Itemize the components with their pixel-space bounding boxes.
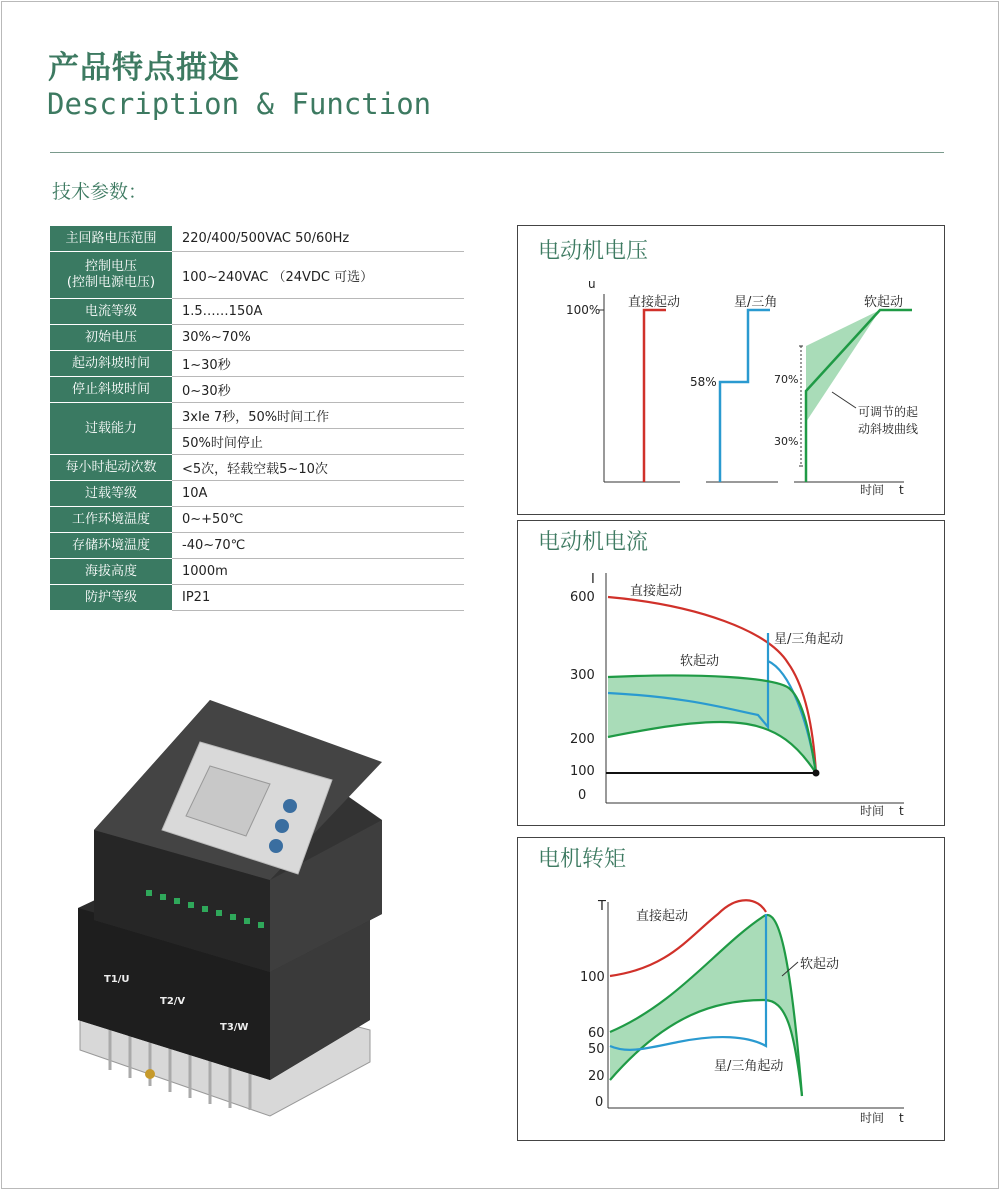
spec-key: 每小时起动次数: [50, 455, 172, 481]
label-soft: 软起动: [680, 654, 720, 669]
spec-value: 100~240VAC （24VDC 可选）: [172, 252, 464, 299]
soft-starter-photo: [70, 690, 410, 1134]
spec-value: 0~30秒: [172, 377, 464, 403]
spec-key: 工作环境温度: [50, 507, 172, 533]
tick-20: 20: [588, 1069, 605, 1084]
tick-70: 70%: [774, 373, 799, 386]
tick-30: 30%: [774, 435, 799, 448]
tick-100: 100: [570, 764, 595, 779]
current-chart-title: 电动机电流: [538, 530, 649, 555]
annotation-leader: [832, 392, 856, 408]
spec-key: 控制电压 (控制电源电压): [50, 252, 172, 299]
voltage-chart-title: 电动机电压: [538, 239, 649, 264]
label-star-delta: 星/三角起动: [714, 1059, 784, 1074]
x-axis-unit: t: [899, 804, 904, 818]
spec-value: 10A: [172, 481, 464, 507]
page-subtitle: Description & Function: [47, 87, 432, 121]
spec-value: 50%时间停止: [172, 429, 464, 455]
spec-table: [50, 226, 464, 611]
spec-value: 1000m: [172, 559, 464, 585]
label-star-delta: 星/三角起动: [774, 632, 844, 647]
y-axis-label: u: [588, 277, 596, 291]
x-axis-unit: t: [899, 1111, 904, 1125]
spec-key: 初始电压: [50, 325, 172, 351]
spec-row: [50, 325, 464, 351]
spec-value: -40~70℃: [172, 533, 464, 559]
current-chart-panel: [517, 520, 945, 826]
spec-key: 过载等级: [50, 481, 172, 507]
spec-value: 1.5……150A: [172, 299, 464, 325]
tick-0: 0: [578, 788, 587, 803]
spec-row: [50, 403, 464, 429]
end-point: [813, 770, 820, 777]
spec-row: [50, 585, 464, 611]
x-axis-label: 时间: [860, 483, 885, 497]
x-axis-unit: t: [899, 483, 904, 497]
spec-value: 1~30秒: [172, 351, 464, 377]
spec-value: IP21: [172, 585, 464, 611]
direct-start-voltage-line: [644, 310, 666, 482]
divider: [50, 152, 944, 153]
spec-row: [50, 559, 464, 585]
tick-600: 600: [570, 590, 595, 605]
tick-100: 100: [580, 970, 605, 985]
terminal-t2: T2/V: [160, 996, 186, 1007]
soft-start-current-band: [608, 676, 816, 774]
label-soft: 软起动: [864, 295, 904, 310]
spec-key: 电流等级: [50, 299, 172, 325]
y-axis-label: T: [598, 899, 606, 914]
torque-chart: [518, 838, 944, 1140]
current-chart: [518, 521, 944, 825]
spec-value: 0~+50℃: [172, 507, 464, 533]
tick-60: 60: [588, 1026, 605, 1041]
tick-200: 200: [570, 732, 595, 747]
tick-58: 58%: [690, 375, 717, 389]
star-delta-voltage-line: [720, 310, 770, 482]
spec-value: 30%~70%: [172, 325, 464, 351]
label-adjustable-2: 动斜坡曲线: [858, 422, 919, 436]
label-direct: 直接起动: [636, 909, 689, 924]
spec-value: <5次，轻载空载5~10次: [172, 455, 464, 481]
spec-key: 停止斜坡时间: [50, 377, 172, 403]
spec-row: [50, 226, 464, 252]
spec-row: [50, 299, 464, 325]
spec-key: 防护等级: [50, 585, 172, 611]
page-title: 产品特点描述: [48, 50, 240, 86]
y-axis-label: I: [591, 572, 595, 587]
tick-0: 0: [595, 1095, 604, 1110]
spec-row: [50, 455, 464, 481]
x-axis-label: 时间: [860, 804, 885, 818]
spec-row: [50, 377, 464, 403]
spec-key: 过载能力: [50, 403, 172, 455]
label-adjustable-1: 可调节的起: [858, 405, 919, 419]
device-illustration: [70, 690, 410, 1130]
spec-row: [50, 481, 464, 507]
tick-100: 100%: [566, 303, 601, 317]
voltage-chart: [518, 226, 944, 514]
voltage-chart-panel: [517, 225, 945, 515]
label-soft: 软起动: [800, 957, 840, 972]
x-axis-label: 时间: [860, 1111, 885, 1125]
tick-300: 300: [570, 668, 595, 683]
spec-row: [50, 351, 464, 377]
terminal-t3: T3/W: [220, 1022, 249, 1033]
spec-row: [50, 507, 464, 533]
tick-50: 50: [588, 1042, 605, 1057]
spec-value: 220/400/500VAC 50/60Hz: [172, 226, 464, 252]
spec-key: 海拔高度: [50, 559, 172, 585]
spec-key: 存储环境温度: [50, 533, 172, 559]
spec-value: 3xIe 7秒，50%时间工作: [172, 403, 464, 429]
torque-chart-title: 电机转矩: [538, 847, 627, 872]
spec-row: [50, 533, 464, 559]
label-direct: 直接起动: [630, 584, 683, 599]
label-star-delta: 星/三角: [734, 295, 778, 310]
spec-key: 起动斜坡时间: [50, 351, 172, 377]
terminal-t1: T1/U: [104, 974, 130, 985]
label-direct: 直接起动: [628, 295, 681, 310]
spec-key: 主回路电压范围: [50, 226, 172, 252]
torque-chart-panel: [517, 837, 945, 1141]
section-heading: 技术参数：: [52, 181, 148, 203]
spec-row: [50, 252, 464, 299]
